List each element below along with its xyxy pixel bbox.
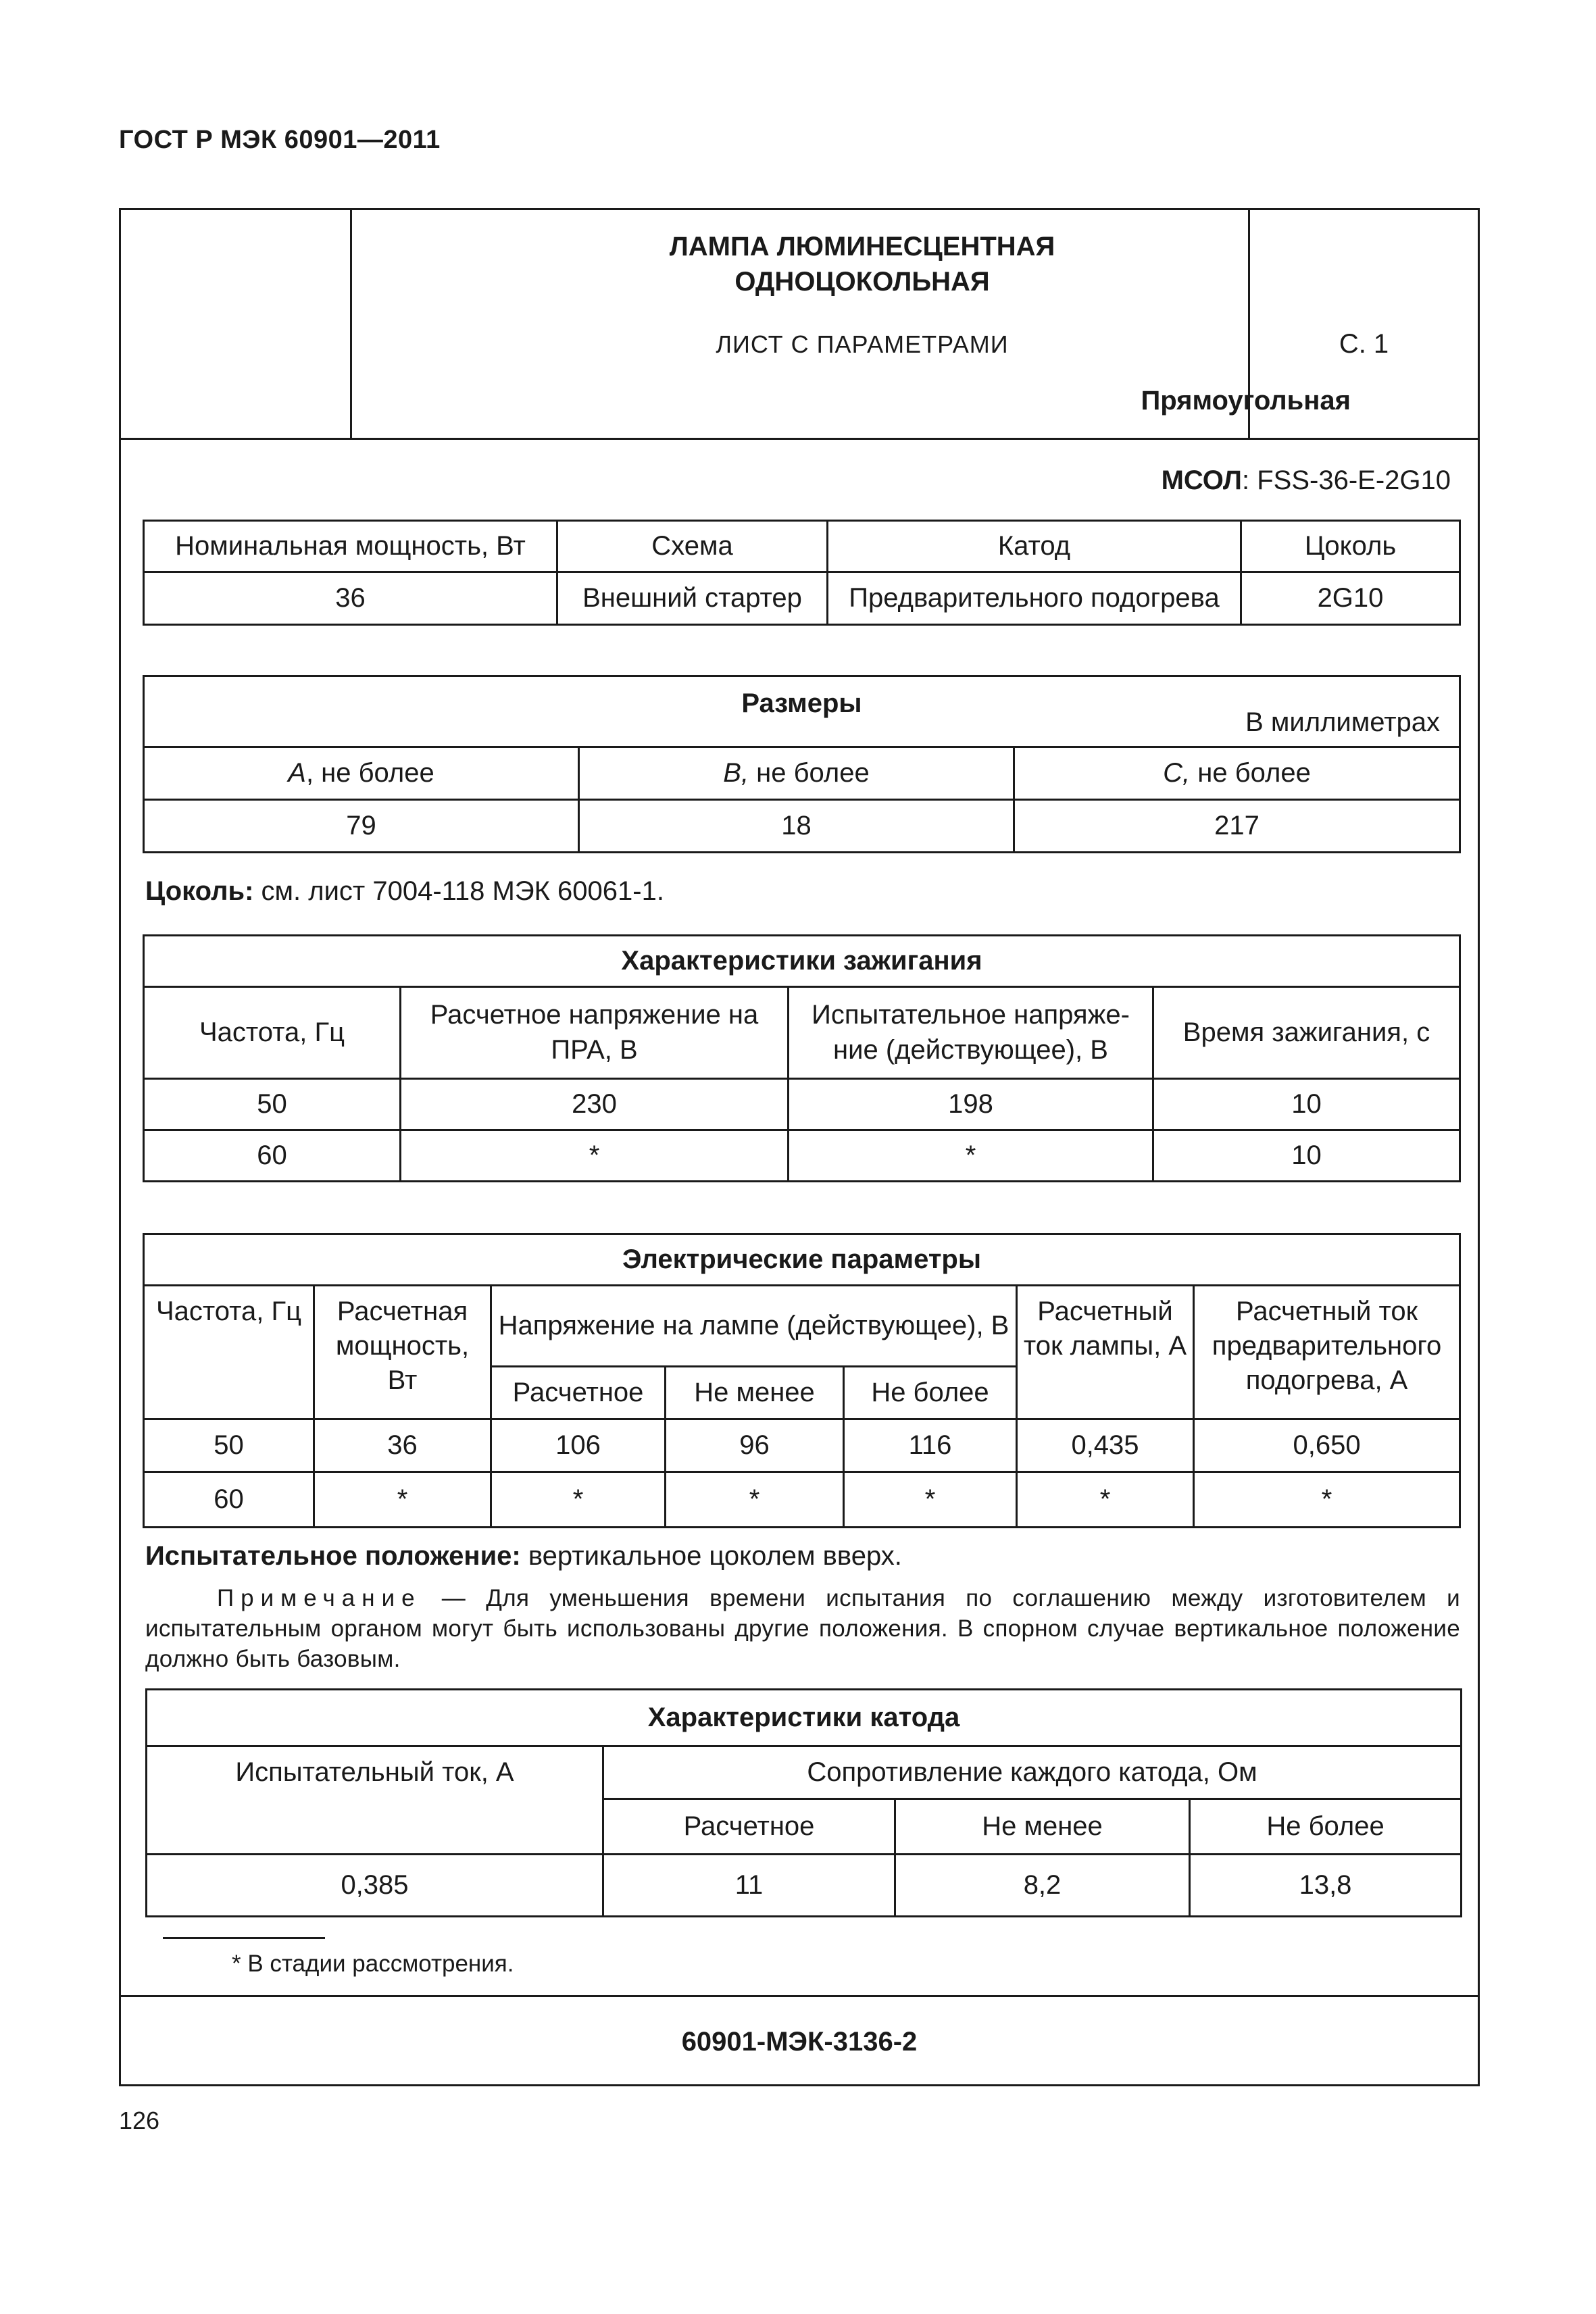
dimensions-unit: В миллиметрах: [1245, 707, 1440, 737]
header-preheat-current: Расчетный ток предварительного подогрева, А: [1194, 1286, 1460, 1419]
electrical-row-1-current: 0,435: [1017, 1419, 1194, 1472]
header-lamp-voltage: Напряжение на лампе (действующее), В: [491, 1286, 1017, 1367]
title-block-right-cell: [1248, 210, 1478, 438]
ignition-row-1-frequency: 50: [144, 1079, 401, 1130]
data-sheet-frame: [119, 208, 1480, 2086]
electrical-row-2-voltage-rated: *: [491, 1472, 666, 1528]
ignition-row-2-frequency: 60: [144, 1130, 401, 1182]
header-lamp-current: Расчетный ток лампы, А: [1017, 1286, 1194, 1419]
note-paragraph: [145, 1583, 1460, 1674]
cathode-table: [145, 1688, 1462, 1917]
cap-label: Цоколь:: [145, 876, 254, 906]
dimension-a-letter: A: [288, 757, 306, 788]
dimension-b-letter: B,: [723, 757, 749, 788]
header-ballast-voltage: Расчетное напряжение на ПРА, В: [401, 987, 789, 1079]
title-block-left-cell: [121, 210, 352, 438]
standard-header: ГОСТ Р МЭК 60901—2011: [119, 126, 441, 154]
dimensions-table: [143, 675, 1461, 853]
dimensions-title-cell: [144, 676, 1460, 747]
footnote: * В стадии рассмотрения.: [232, 1951, 514, 1977]
header-dimension-a: [144, 747, 579, 800]
header-rated-power: Номинальная мощность, Вт: [144, 521, 557, 572]
title-block-center-cell: [352, 210, 1372, 438]
document-code-bar: [121, 1995, 1478, 2084]
header-test-current: Испытательный ток, А: [147, 1746, 603, 1855]
header-cap: Цоколь: [1241, 521, 1460, 572]
dimension-b-suffix: не более: [749, 757, 870, 788]
header-resistance-max: Не более: [1190, 1799, 1462, 1855]
value-cap: 2G10: [1241, 572, 1460, 625]
header-test-voltage: Испытательное напряже-ние (действующее), В: [789, 987, 1153, 1079]
value-test-current: 0,385: [147, 1855, 603, 1917]
ignition-row-2-time: 10: [1153, 1130, 1460, 1182]
electrical-row-1-voltage-rated: 106: [491, 1419, 666, 1472]
electrical-row-2-frequency: 60: [144, 1472, 314, 1528]
value-rated-power: 36: [144, 572, 557, 625]
sheet-label: ЛИСТ С ПАРАМЕТРАМИ: [716, 330, 1009, 358]
electrical-row-2-wattage: *: [314, 1472, 491, 1528]
lamp-title-line2: ОДНОЦОКОЛЬНАЯ: [734, 267, 990, 297]
sheet-page: С. 1: [1339, 329, 1389, 359]
electrical-row-2-preheat-current: *: [1194, 1472, 1460, 1528]
title-block: [121, 210, 1478, 440]
footnote-rule: [163, 1937, 325, 1939]
cap-reference: [145, 876, 664, 907]
header-cathode: Катод: [828, 521, 1241, 572]
header-ignition-time: Время зажигания, с: [1153, 987, 1460, 1079]
header-voltage-rated: Расчетное: [491, 1367, 666, 1419]
electrical-row-2-voltage-max: *: [844, 1472, 1017, 1528]
note-text: — Для уменьшения времени испытания по соглашению между изготовителем и испытательным органом могут быть использованы другие положения. В спорном случае вертикальное положение должно быть базовым.: [145, 1585, 1460, 1672]
electrical-title: Электрические параметры: [144, 1234, 1460, 1286]
electrical-row-1-preheat-current: 0,650: [1194, 1419, 1460, 1472]
msol-label: МСОЛ: [1161, 466, 1242, 495]
note-label: Примечание: [217, 1585, 422, 1611]
dimension-a-suffix: , не более: [305, 757, 434, 788]
electrical-row-1-voltage-min: 96: [666, 1419, 844, 1472]
value-circuit: Внешний стартер: [557, 572, 828, 625]
ignition-row-1-ballast-voltage: 230: [401, 1079, 789, 1130]
electrical-row-2-voltage-min: *: [666, 1472, 844, 1528]
test-position: [145, 1541, 902, 1571]
value-dimension-a: 79: [144, 800, 579, 853]
document-code: 60901-МЭК-3136-2: [681, 2027, 918, 2057]
electrical-parameters-table: [143, 1233, 1461, 1528]
electrical-row-1-wattage: 36: [314, 1419, 491, 1472]
msol-value: : FSS-36-E-2G10: [1241, 466, 1451, 495]
cathode-title: Характеристики катода: [147, 1690, 1462, 1746]
test-position-text: вертикальное цоколем вверх.: [520, 1541, 902, 1571]
value-resistance-max: 13,8: [1190, 1855, 1462, 1917]
header-dimension-c: [1014, 747, 1460, 800]
value-resistance-rated: 11: [603, 1855, 895, 1917]
value-resistance-min: 8,2: [895, 1855, 1190, 1917]
header-ignition-frequency: Частота, Гц: [144, 987, 401, 1079]
ignition-row-1-time: 10: [1153, 1079, 1460, 1130]
header-dimension-b: [579, 747, 1014, 800]
dimensions-title: Размеры: [741, 688, 862, 718]
value-dimension-b: 18: [579, 800, 1014, 853]
msol-designation: [1162, 466, 1451, 496]
header-electrical-frequency: Частота, Гц: [144, 1286, 314, 1419]
lamp-shape: Прямоугольная: [1141, 386, 1351, 416]
header-resistance-rated: Расчетное: [603, 1799, 895, 1855]
value-dimension-c: 217: [1014, 800, 1460, 853]
electrical-row-2-current: *: [1017, 1472, 1194, 1528]
dimension-c-suffix: не более: [1190, 757, 1311, 788]
page-number: 126: [119, 2107, 160, 2134]
cap-text: см. лист 7004-118 МЭК 60061-1.: [253, 876, 664, 906]
header-voltage-min: Не менее: [666, 1367, 844, 1419]
dimension-c-letter: C,: [1163, 757, 1191, 788]
general-parameters-table: [143, 520, 1461, 626]
header-voltage-max: Не более: [844, 1367, 1017, 1419]
header-cathode-resistance: Сопротивление каждого катода, Ом: [603, 1746, 1462, 1799]
header-rated-wattage: Расчетная мощность, Вт: [314, 1286, 491, 1419]
test-position-label: Испытательное положение:: [145, 1541, 521, 1571]
header-circuit: Схема: [557, 521, 828, 572]
ignition-table: [143, 934, 1461, 1182]
ignition-row-1-test-voltage: 198: [789, 1079, 1153, 1130]
electrical-row-1-frequency: 50: [144, 1419, 314, 1472]
header-resistance-min: Не менее: [895, 1799, 1190, 1855]
value-cathode: Предварительного подогрева: [828, 572, 1241, 625]
lamp-title-line1: ЛАМПА ЛЮМИНЕСЦЕНТНАЯ: [669, 232, 1055, 261]
ignition-title: Характеристики зажигания: [144, 936, 1460, 987]
ignition-row-2-test-voltage: *: [789, 1130, 1153, 1182]
ignition-row-2-ballast-voltage: *: [401, 1130, 789, 1182]
electrical-row-1-voltage-max: 116: [844, 1419, 1017, 1472]
